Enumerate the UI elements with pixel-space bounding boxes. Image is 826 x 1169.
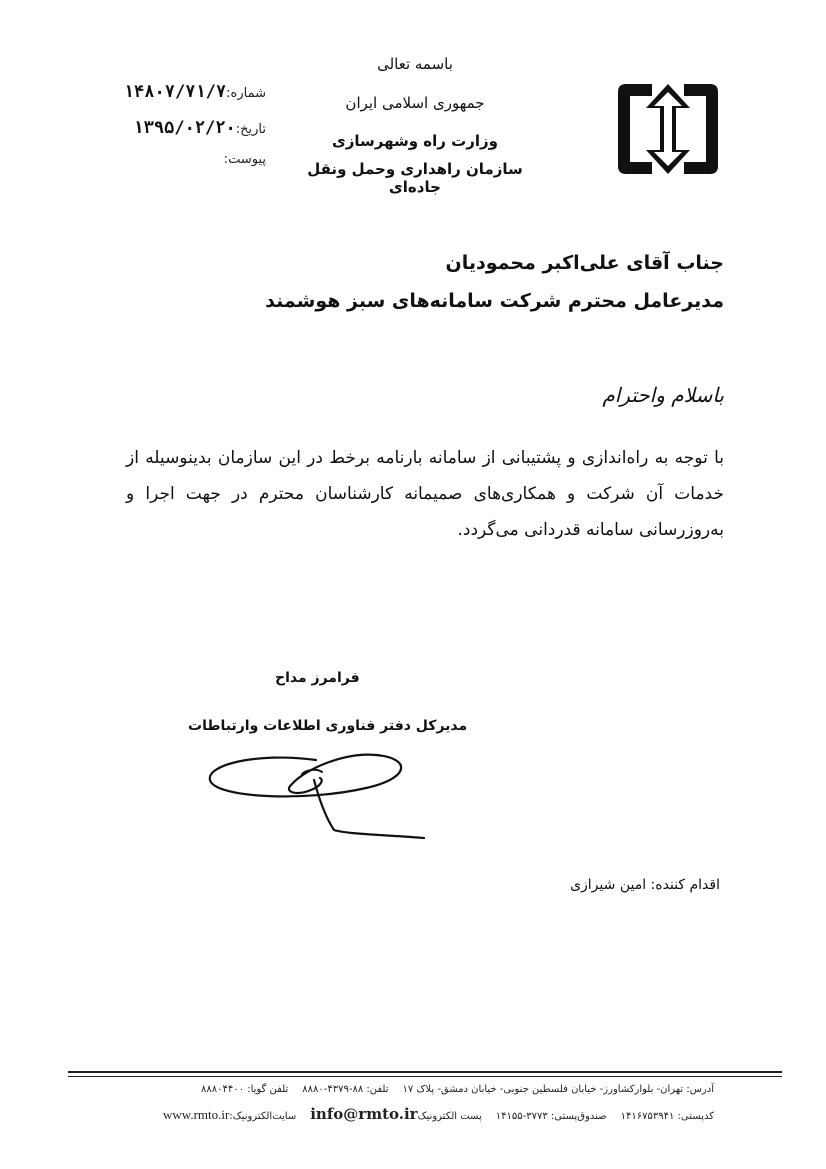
letter-date-label: تاریخ: xyxy=(235,122,266,137)
recipient-title: مدیرعامل محترم شرکت سامانه‌های سبز هوشمند xyxy=(265,290,724,312)
letter-number-label: شماره: xyxy=(226,86,266,101)
footer-email[interactable]: info@rmto.ir xyxy=(310,1105,418,1123)
handwritten-signature xyxy=(196,740,426,840)
attachment-row xyxy=(224,148,266,167)
signer-name: فرامرز مداح xyxy=(275,670,360,686)
footer-divider-thin xyxy=(68,1076,782,1077)
footer-website-label: سایت‌الکترونیک: xyxy=(229,1111,297,1122)
footer-voice-phone: تلفن گویا: ۸۸۸۰۴۴۰۰ xyxy=(201,1084,289,1095)
salutation: باسلام واحترام xyxy=(602,383,724,407)
republic-name: جمهوری اسلامی ایران xyxy=(345,94,485,112)
footer-contact-line xyxy=(100,1084,714,1095)
letter-date-row xyxy=(133,118,266,138)
action-by: اقدام کننده: امین شیرازی xyxy=(570,877,720,893)
footer-po-box: صندوق‌پستی: ۳۷۷۳-۱۴۱۵۵ xyxy=(495,1111,607,1122)
organization-name: سازمان راهداری وحمل ونقل جاده‌ای xyxy=(307,160,523,196)
footer-postal-code: کدپستی: ۱۴۱۶۷۵۳۹۴۱ xyxy=(620,1111,714,1122)
footer-postal-line xyxy=(100,1105,714,1123)
bismillah-heading: باسمه تعالی xyxy=(377,55,453,73)
letter-number-value: ۱۴۸۰۷/۷۱/۷ xyxy=(123,82,227,102)
footer-phone: تلفن: ۸۸-۴۳۷۹-۸۸۸۰ xyxy=(302,1084,389,1095)
footer-email-label: پست الکترونیک xyxy=(417,1111,482,1122)
letter-number-row xyxy=(124,82,266,102)
recipient-name: جناب آقای علی‌اکبر محمودیان xyxy=(445,252,724,274)
ministry-name: وزارت راه وشهرسازی xyxy=(332,132,498,150)
rmto-logo-icon xyxy=(612,78,724,180)
letter-date-value: ۱۳۹۵/۰۲/۲۰ xyxy=(133,118,236,138)
footer-divider-thick xyxy=(68,1071,782,1073)
letter-body: با توجه به راه‌اندازی و پشتیبانی از سامانه بارنامه برخط در این سازمان بدینوسیله از خدمات آن شرکت و همکاری‌های صمیمانه کارشناسان محترم در جهت اجرا و به‌روزرسانی سامانه قدردانی می‌گردد. xyxy=(126,448,724,540)
signer-title: مدیرکل دفتر فناوری اطلاعات وارتباطات xyxy=(188,718,468,734)
footer-website[interactable]: www.rmto.ir xyxy=(163,1107,230,1122)
footer-address: آدرس: تهران- بلوارکشاورز- خیابان فلسطین جنوبی- خیابان دمشق- پلاک ۱۷ xyxy=(402,1084,714,1095)
attachment-label: پیوست: xyxy=(223,152,266,167)
